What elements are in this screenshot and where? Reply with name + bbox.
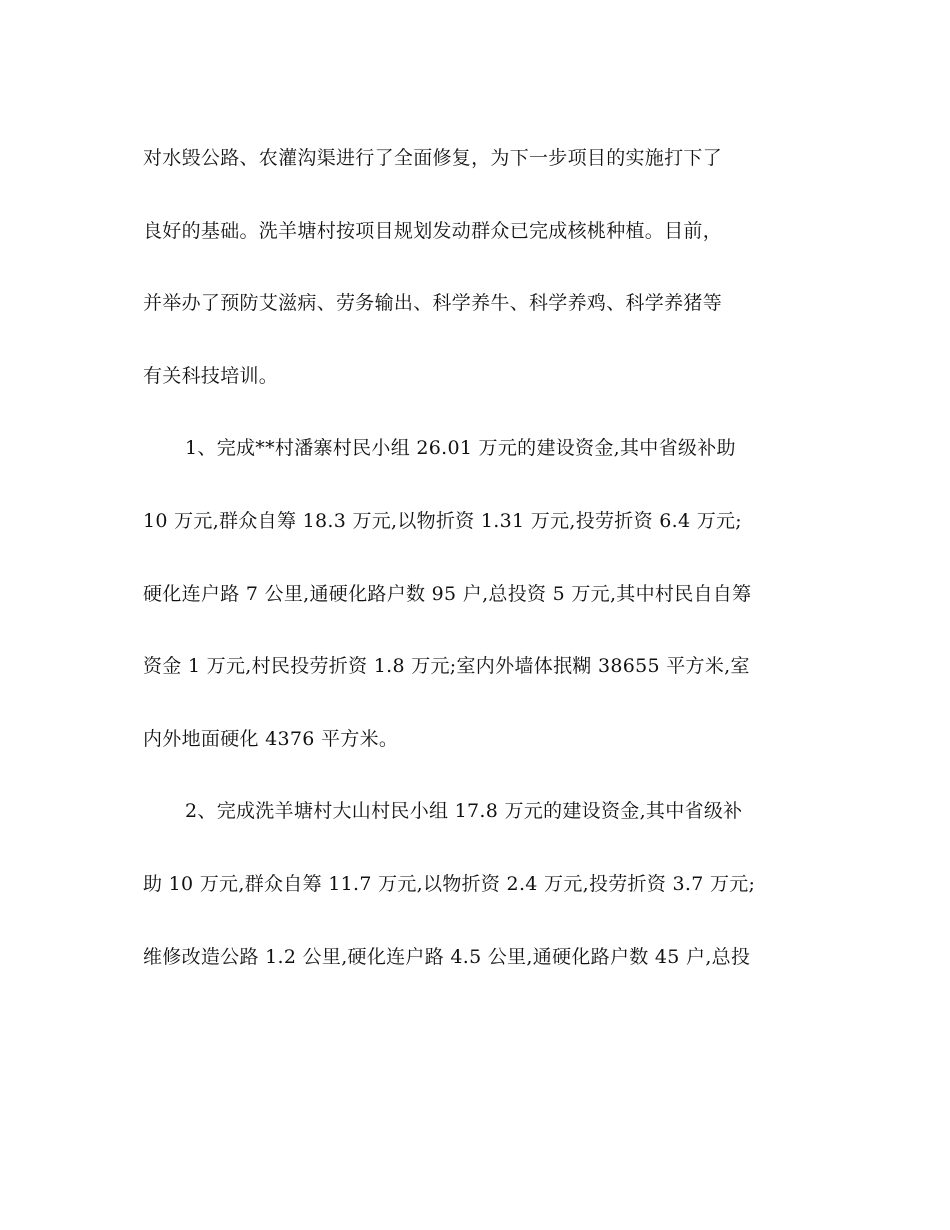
paragraph-line: 有关科技培训。 xyxy=(143,364,279,387)
paragraph-line: 内外地面硬化 4376 平方米。 xyxy=(143,727,399,750)
paragraph-line: 10 万元,群众自筹 18.3 万元,以物折资 1.31 万元,投劳折资 6.4 万元; xyxy=(143,509,742,532)
paragraph-line: 资金 1 万元,村民投劳折资 1.8 万元;室内外墙体抿糊 38655 平方米,室 xyxy=(143,655,750,678)
paragraph-line: 1、完成**村潘寨村民小组 26.01 万元的建设资金,其中省级补助 xyxy=(185,437,736,460)
paragraph-line: 对水毁公路、农灌沟渠进行了全面修复，为下一步项目的实施打下了 xyxy=(143,147,723,169)
document-body xyxy=(143,136,813,1007)
paragraph-line: 硬化连户路 7 公里,通硬化路户数 95 户,总投资 5 万元,其中村民自自筹 xyxy=(143,582,752,605)
paragraph-line: 良好的基础。洗羊塘村按项目规划发动群众已完成核桃种植。目前， xyxy=(143,219,723,242)
paragraph-line: 2、完成洗羊塘村大山村民小组 17.8 万元的建设资金,其中省级补 xyxy=(185,800,743,823)
paragraph-line: 维修改造公路 1.2 公里,硬化连户路 4.5 公里,通硬化路户数 45 户,总投 xyxy=(143,945,751,968)
paragraph-line: 并举办了预防艾滋病、劳务输出、科学养牛、科学养鸡、科学养猪等 xyxy=(143,292,723,315)
paragraph-line: 助 10 万元,群众自筹 11.7 万元,以物折资 2.4 万元,投劳折资 3.7 万元; xyxy=(143,872,756,895)
